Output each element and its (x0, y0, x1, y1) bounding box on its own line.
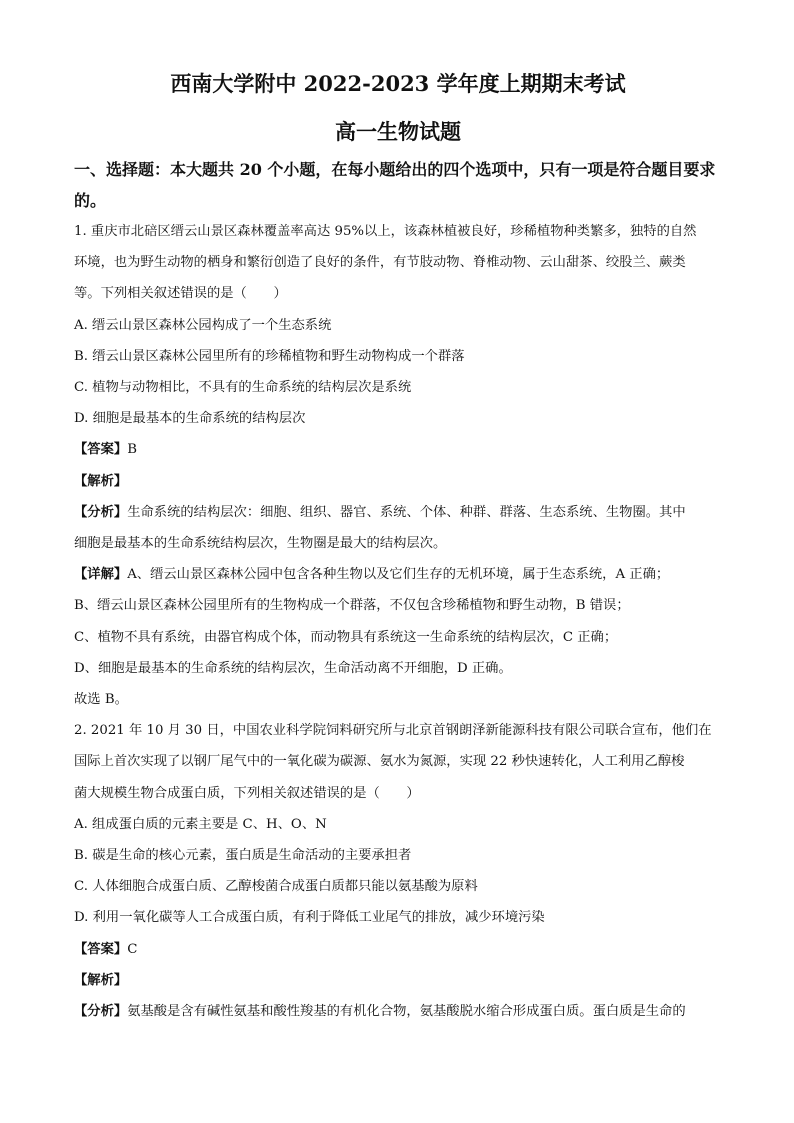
fenxi-tag: 【分析】 (74, 1004, 128, 1020)
xiangjie-line-cont: B、缙云山景区森林公园里所有的生物构成一个群落，不仅包含珍稀植物和野生动物，B 错误； (74, 598, 630, 614)
answer-tag: 【答案】 (74, 442, 128, 458)
question-stem-line: 环境，也为野生动物的栖身和繁衍创造了良好的条件，有节肢动物、脊椎动物、云山甜茶、绞股兰、蕨类 (74, 255, 686, 271)
option-a: A. 缙云山景区森林公园构成了一个生态系统 (74, 317, 332, 333)
xiangjie-line-cont: C、植物不具有系统，由器官构成个体，而动物具有系统这一生命系统的结构层次，C 正确； (74, 629, 618, 645)
fenxi-line (74, 996, 722, 1027)
conclusion-line: 故选 B。 (74, 692, 128, 708)
question-stem-line: 2. 2021 年 10 月 30 日，中国农业科学院饲料研究所与北京首钢朗泽新能源科技有限公司联合宣布，他们在 (74, 723, 712, 739)
fenxi-line-cont: 细胞是最基本的生命系统结构层次，生物圈是最大的结构层次。 (74, 536, 447, 552)
xiangjie-tag: 【详解】 (74, 567, 128, 583)
page-subtitle: 高一生物试题 (335, 119, 461, 144)
question-1 (74, 216, 722, 715)
answer-tag: 【答案】 (74, 941, 128, 957)
option-d: D. 利用一氧化碳等人工合成蛋白质，有利于降低工业尾气的排放，减少环境污染 (74, 910, 545, 926)
document-page (74, 70, 722, 1027)
answer-value: C (127, 941, 138, 957)
fenxi-line (74, 497, 722, 528)
option-b: B. 碳是生命的核心元素，蛋白质是生命活动的主要承担者 (74, 848, 412, 864)
answer-line (74, 434, 722, 465)
fenxi-text: 氨基酸是含有碱性氨基和酸性羧基的有机化合物，氨基酸脱水缩合形成蛋白质。蛋白质是生命的 (127, 1004, 686, 1020)
option-d: D. 细胞是最基本的生命系统的结构层次 (74, 411, 306, 427)
section-heading-cont: 的。 (74, 191, 107, 210)
question-2 (74, 715, 722, 1027)
answer-line (74, 934, 722, 965)
option-c: C. 植物与动物相比，不具有的生命系统的结构层次是系统 (74, 380, 412, 396)
analysis-tag (74, 466, 722, 497)
question-stem-line: 国际上首次实现了以钢厂尾气中的一氧化碳为碳源、氨水为氮源，实现 22 秒快速转化，人工利用乙醇梭 (74, 754, 685, 770)
section-heading: 一、选择题：本大题共 20 个小题，在每小题给出的四个选项中，只有一项是符合题目要求 (74, 160, 716, 179)
question-stem-line: 等。下列相关叙述错误的是（ ） (74, 286, 287, 302)
analysis-label: 【解析】 (74, 972, 128, 988)
xiangjie-line-cont: D、细胞是最基本的生命系统的结构层次，生命活动离不开细胞，D 正确。 (74, 660, 512, 676)
xiangjie-text: A、缙云山景区森林公园中包含各种生物以及它们生存的无机环境，属于生态系统，A 正确； (127, 567, 670, 583)
analysis-label: 【解析】 (74, 473, 128, 489)
analysis-tag (74, 965, 722, 996)
xiangjie-line (74, 559, 722, 590)
option-a: A. 组成蛋白质的元素主要是 C、H、O、N (74, 816, 327, 832)
page-title: 西南大学附中 2022-2023 学年度上期期末考试 (170, 71, 626, 96)
question-stem-line: 菌大规模生物合成蛋白质，下列相关叙述错误的是（ ） (74, 785, 420, 801)
option-c: C. 人体细胞合成蛋白质、乙醇梭菌合成蛋白质都只能以氨基酸为原料 (74, 879, 478, 895)
fenxi-text: 生命系统的结构层次：细胞、组织、器官、系统、个体、种群、群落、生态系统、生物圈。其中 (127, 504, 686, 520)
fenxi-tag: 【分析】 (74, 504, 128, 520)
answer-value: B (127, 442, 137, 458)
option-b: B. 缙云山景区森林公园里所有的珍稀植物和野生动物构成一个群落 (74, 348, 465, 364)
question-stem-line: 1. 重庆市北碚区缙云山景区森林覆盖率高达 95%以上，该森林植被良好，珍稀植物种类繁多，独特的自然 (74, 224, 697, 239)
